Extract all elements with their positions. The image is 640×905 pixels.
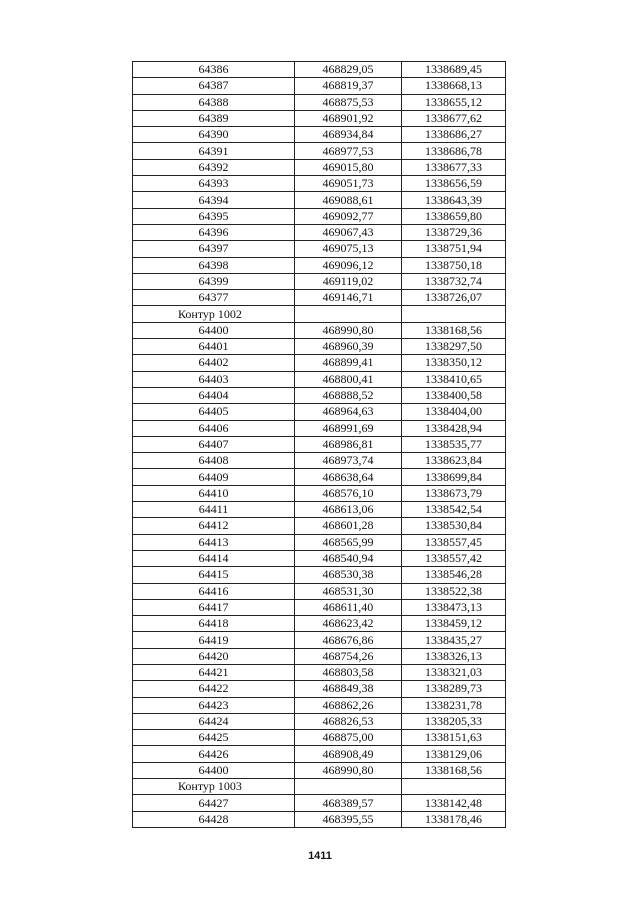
y-coordinate-cell: 1338289,73 — [402, 681, 506, 697]
point-id-cell: 64423 — [133, 697, 295, 713]
x-coordinate-cell: 468389,57 — [295, 795, 402, 811]
point-id-cell: 64420 — [133, 648, 295, 664]
table-row — [133, 583, 506, 599]
section-header-row — [133, 306, 506, 322]
y-coordinate-cell: 1338168,56 — [402, 322, 506, 338]
y-coordinate-cell: 1338689,45 — [402, 62, 506, 78]
x-coordinate-cell: 469067,43 — [295, 224, 402, 240]
table-row — [133, 681, 506, 697]
point-id-cell: 64411 — [133, 502, 295, 518]
table-row — [133, 795, 506, 811]
point-id-cell: 64395 — [133, 208, 295, 224]
y-coordinate-cell: 1338151,63 — [402, 730, 506, 746]
table-row — [133, 355, 506, 371]
x-coordinate-cell: 469119,02 — [295, 273, 402, 289]
y-coordinate-cell: 1338297,50 — [402, 339, 506, 355]
y-coordinate-cell: 1338326,13 — [402, 648, 506, 664]
table-row — [133, 518, 506, 534]
table-row — [133, 94, 506, 110]
x-coordinate-cell: 469015,80 — [295, 159, 402, 175]
y-coordinate-cell: 1338750,18 — [402, 257, 506, 273]
y-coordinate-cell: 1338530,84 — [402, 518, 506, 534]
point-id-cell: 64397 — [133, 241, 295, 257]
y-coordinate-cell: 1338677,33 — [402, 159, 506, 175]
table-row — [133, 192, 506, 208]
y-coordinate-cell: 1338435,27 — [402, 632, 506, 648]
y-coordinate-cell: 1338535,77 — [402, 436, 506, 452]
table-row — [133, 290, 506, 306]
table-row — [133, 599, 506, 615]
table-row — [133, 241, 506, 257]
point-id-cell: 64416 — [133, 583, 295, 599]
x-coordinate-cell: 468819,37 — [295, 78, 402, 94]
point-id-cell: 64417 — [133, 599, 295, 615]
point-id-cell: 64428 — [133, 811, 295, 827]
table-row — [133, 176, 506, 192]
point-id-cell: 64427 — [133, 795, 295, 811]
y-coordinate-cell: 1338459,12 — [402, 616, 506, 632]
table-row — [133, 257, 506, 273]
point-id-cell: 64409 — [133, 469, 295, 485]
table-row — [133, 339, 506, 355]
x-coordinate-cell: 468803,58 — [295, 664, 402, 680]
coordinates-table-body — [133, 62, 506, 828]
x-coordinate-cell: 468638,64 — [295, 469, 402, 485]
table-row — [133, 632, 506, 648]
y-coordinate-cell: 1338668,13 — [402, 78, 506, 94]
point-id-cell: 64400 — [133, 322, 295, 338]
y-coordinate-cell: 1338473,13 — [402, 599, 506, 615]
point-id-cell: 64386 — [133, 62, 295, 78]
table-row — [133, 420, 506, 436]
x-coordinate-cell: 468576,10 — [295, 485, 402, 501]
y-coordinate-cell: 1338557,45 — [402, 534, 506, 550]
x-coordinate-cell: 468960,39 — [295, 339, 402, 355]
point-id-cell: 64389 — [133, 110, 295, 126]
y-coordinate-cell: 1338428,94 — [402, 420, 506, 436]
table-row — [133, 453, 506, 469]
x-coordinate-cell: 469075,13 — [295, 241, 402, 257]
point-id-cell: 64403 — [133, 371, 295, 387]
point-id-cell: 64398 — [133, 257, 295, 273]
empty-cell — [402, 306, 506, 322]
y-coordinate-cell: 1338643,39 — [402, 192, 506, 208]
x-coordinate-cell: 468800,41 — [295, 371, 402, 387]
point-id-cell: 64391 — [133, 143, 295, 159]
y-coordinate-cell: 1338522,38 — [402, 583, 506, 599]
table-row — [133, 616, 506, 632]
x-coordinate-cell: 468540,94 — [295, 550, 402, 566]
point-id-cell: 64419 — [133, 632, 295, 648]
y-coordinate-cell: 1338699,84 — [402, 469, 506, 485]
table-row — [133, 697, 506, 713]
table-row — [133, 273, 506, 289]
table-row — [133, 664, 506, 680]
y-coordinate-cell: 1338142,48 — [402, 795, 506, 811]
table-row — [133, 648, 506, 664]
point-id-cell: 64388 — [133, 94, 295, 110]
point-id-cell: 64413 — [133, 534, 295, 550]
table-row — [133, 811, 506, 827]
x-coordinate-cell: 468964,63 — [295, 404, 402, 420]
y-coordinate-cell: 1338404,00 — [402, 404, 506, 420]
x-coordinate-cell: 468908,49 — [295, 746, 402, 762]
point-id-cell: 64418 — [133, 616, 295, 632]
y-coordinate-cell: 1338410,65 — [402, 371, 506, 387]
table-row — [133, 534, 506, 550]
section-header-row — [133, 779, 506, 795]
x-coordinate-cell: 468611,40 — [295, 599, 402, 615]
section-label: Контур 1003 — [133, 779, 295, 795]
y-coordinate-cell: 1338623,84 — [402, 453, 506, 469]
point-id-cell: 64422 — [133, 681, 295, 697]
x-coordinate-cell: 468888,52 — [295, 387, 402, 403]
x-coordinate-cell: 468601,28 — [295, 518, 402, 534]
y-coordinate-cell: 1338546,28 — [402, 567, 506, 583]
y-coordinate-cell: 1338655,12 — [402, 94, 506, 110]
point-id-cell: 64402 — [133, 355, 295, 371]
y-coordinate-cell: 1338659,80 — [402, 208, 506, 224]
point-id-cell: 64392 — [133, 159, 295, 175]
table-row — [133, 730, 506, 746]
x-coordinate-cell: 468899,41 — [295, 355, 402, 371]
empty-cell — [402, 779, 506, 795]
x-coordinate-cell: 469088,61 — [295, 192, 402, 208]
x-coordinate-cell: 468623,42 — [295, 616, 402, 632]
table-row — [133, 62, 506, 78]
point-id-cell: 64394 — [133, 192, 295, 208]
empty-cell — [295, 779, 402, 795]
y-coordinate-cell: 1338321,03 — [402, 664, 506, 680]
x-coordinate-cell: 468977,53 — [295, 143, 402, 159]
table-row — [133, 127, 506, 143]
point-id-cell: 64396 — [133, 224, 295, 240]
y-coordinate-cell: 1338350,12 — [402, 355, 506, 371]
table-row — [133, 746, 506, 762]
point-id-cell: 64401 — [133, 339, 295, 355]
y-coordinate-cell: 1338129,06 — [402, 746, 506, 762]
table-row — [133, 567, 506, 583]
y-coordinate-cell: 1338673,79 — [402, 485, 506, 501]
table-row — [133, 436, 506, 452]
y-coordinate-cell: 1338686,78 — [402, 143, 506, 159]
point-id-cell: 64425 — [133, 730, 295, 746]
y-coordinate-cell: 1338542,54 — [402, 502, 506, 518]
point-id-cell: 64390 — [133, 127, 295, 143]
y-coordinate-cell: 1338686,27 — [402, 127, 506, 143]
x-coordinate-cell: 468395,55 — [295, 811, 402, 827]
table-row — [133, 208, 506, 224]
section-label: Контур 1002 — [133, 306, 295, 322]
x-coordinate-cell: 469051,73 — [295, 176, 402, 192]
y-coordinate-cell: 1338677,62 — [402, 110, 506, 126]
x-coordinate-cell: 468530,38 — [295, 567, 402, 583]
y-coordinate-cell: 1338168,56 — [402, 762, 506, 778]
table-row — [133, 502, 506, 518]
y-coordinate-cell: 1338751,94 — [402, 241, 506, 257]
table-row — [133, 78, 506, 94]
x-coordinate-cell: 468826,53 — [295, 713, 402, 729]
table-row — [133, 224, 506, 240]
table-row — [133, 371, 506, 387]
empty-cell — [295, 306, 402, 322]
x-coordinate-cell: 468531,30 — [295, 583, 402, 599]
x-coordinate-cell: 468849,38 — [295, 681, 402, 697]
x-coordinate-cell: 468990,80 — [295, 322, 402, 338]
y-coordinate-cell: 1338205,33 — [402, 713, 506, 729]
x-coordinate-cell: 468754,26 — [295, 648, 402, 664]
point-id-cell: 64405 — [133, 404, 295, 420]
point-id-cell: 64387 — [133, 78, 295, 94]
y-coordinate-cell: 1338732,74 — [402, 273, 506, 289]
x-coordinate-cell: 468973,74 — [295, 453, 402, 469]
x-coordinate-cell: 468990,80 — [295, 762, 402, 778]
table-row — [133, 550, 506, 566]
point-id-cell: 64407 — [133, 436, 295, 452]
point-id-cell: 64421 — [133, 664, 295, 680]
x-coordinate-cell: 468565,99 — [295, 534, 402, 550]
x-coordinate-cell: 469096,12 — [295, 257, 402, 273]
point-id-cell: 64412 — [133, 518, 295, 534]
table-row — [133, 469, 506, 485]
point-id-cell: 64377 — [133, 290, 295, 306]
y-coordinate-cell: 1338557,42 — [402, 550, 506, 566]
table-row — [133, 159, 506, 175]
x-coordinate-cell: 469146,71 — [295, 290, 402, 306]
table-row — [133, 387, 506, 403]
point-id-cell: 64406 — [133, 420, 295, 436]
x-coordinate-cell: 468875,00 — [295, 730, 402, 746]
coordinates-table — [132, 61, 506, 828]
x-coordinate-cell: 468901,92 — [295, 110, 402, 126]
x-coordinate-cell: 468676,86 — [295, 632, 402, 648]
x-coordinate-cell: 468875,53 — [295, 94, 402, 110]
table-row — [133, 762, 506, 778]
table-row — [133, 322, 506, 338]
point-id-cell: 64404 — [133, 387, 295, 403]
point-id-cell: 64399 — [133, 273, 295, 289]
x-coordinate-cell: 468862,26 — [295, 697, 402, 713]
table-row — [133, 143, 506, 159]
point-id-cell: 64414 — [133, 550, 295, 566]
point-id-cell: 64424 — [133, 713, 295, 729]
y-coordinate-cell: 1338178,46 — [402, 811, 506, 827]
y-coordinate-cell: 1338400,58 — [402, 387, 506, 403]
table-row — [133, 713, 506, 729]
y-coordinate-cell: 1338726,07 — [402, 290, 506, 306]
x-coordinate-cell: 468829,05 — [295, 62, 402, 78]
table-row — [133, 404, 506, 420]
point-id-cell: 64393 — [133, 176, 295, 192]
point-id-cell: 64400 — [133, 762, 295, 778]
y-coordinate-cell: 1338231,78 — [402, 697, 506, 713]
x-coordinate-cell: 468991,69 — [295, 420, 402, 436]
point-id-cell: 64426 — [133, 746, 295, 762]
table-row — [133, 485, 506, 501]
x-coordinate-cell: 468986,81 — [295, 436, 402, 452]
x-coordinate-cell: 468613,06 — [295, 502, 402, 518]
table-row — [133, 110, 506, 126]
point-id-cell: 64408 — [133, 453, 295, 469]
x-coordinate-cell: 468934,84 — [295, 127, 402, 143]
page-number: 1411 — [308, 850, 332, 862]
y-coordinate-cell: 1338656,59 — [402, 176, 506, 192]
point-id-cell: 64410 — [133, 485, 295, 501]
y-coordinate-cell: 1338729,36 — [402, 224, 506, 240]
x-coordinate-cell: 469092,77 — [295, 208, 402, 224]
point-id-cell: 64415 — [133, 567, 295, 583]
